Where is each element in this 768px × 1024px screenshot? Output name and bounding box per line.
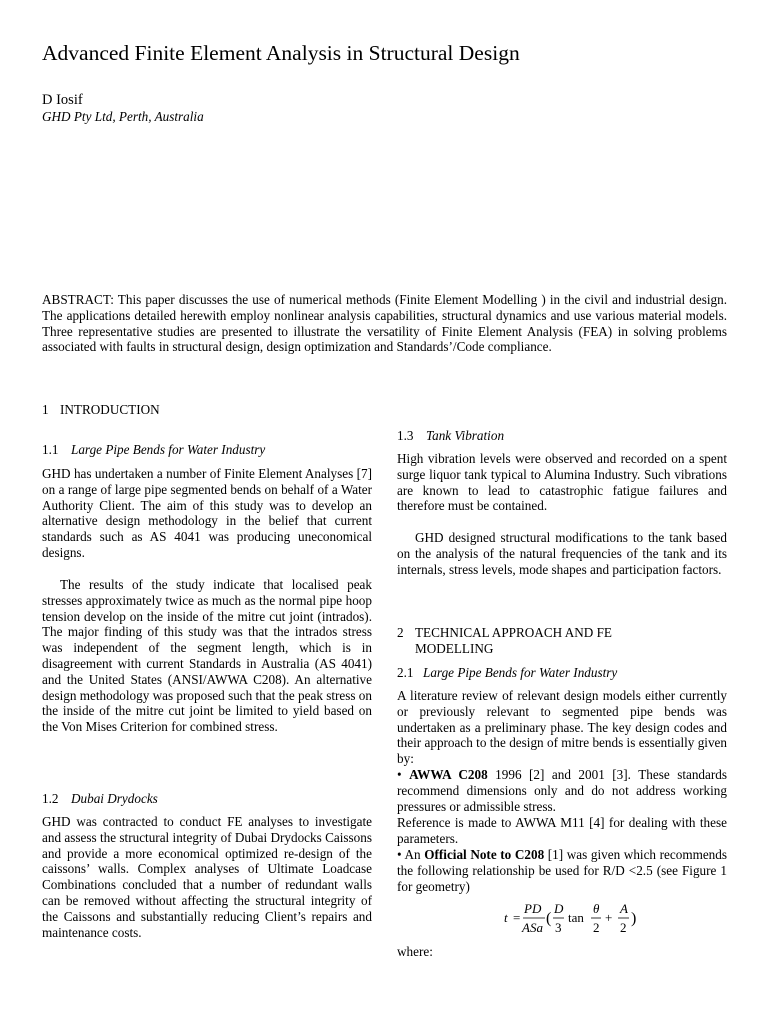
paragraph-dubai-drydocks: GHD was contracted to conduct FE analyses to investigate and assess the structural integrity of Dubai Drydocks Caissons and provide a more economical optimized re-design of the caissons’ walls. Complex analyses of Ultimate Loadcase Combinations concluded that a number of redundant walls can be removed without affecting the structural integrity of the Caissons and substantially reducing Client’s repairs and maintenance costs. xyxy=(42,814,372,940)
author-affiliation: GHD Pty Ltd, Perth, Australia xyxy=(42,109,204,124)
formula-left-paren: ( xyxy=(546,910,552,927)
section-number: 2 xyxy=(397,625,404,640)
formula-denominator-2a: 2 xyxy=(593,920,600,935)
paragraph-tank-vibration-modifications xyxy=(397,530,727,577)
section-title-line2: MODELLING xyxy=(415,640,494,656)
subsection-number: 1.2 xyxy=(42,791,59,806)
formula-theta: θ xyxy=(593,901,600,916)
section-title-line1: TECHNICAL APPROACH AND FE xyxy=(415,625,612,640)
subsection-title: Large Pipe Bends for Water Industry xyxy=(71,442,266,457)
formula-t: t xyxy=(504,910,508,925)
abstract-paragraph: ABSTRACT: This paper discusses the use of numerical methods (Finite Element Modelling ) in the civil and industrial design. The applications detailed herewith employ nonlinear analysis capabilities, structural dynamics and use various material models. Three representative studies are presented to illustrate the versatility of Finite Element Analysis (FEA) in solving problems associated with faults in structural design, design optimization and Standards’/Code compliance. xyxy=(42,292,727,355)
formula-numerator-d: D xyxy=(554,901,564,916)
subsection-title: Large Pipe Bends for Water Industry xyxy=(423,665,618,680)
formula-numerator-a: A xyxy=(620,901,628,916)
paragraph-where: where: xyxy=(397,944,433,959)
bullet-text: [1] was given which recommends the following relationship be used for R/D <2.5 (see Figure 1 for geometry) xyxy=(397,847,728,894)
bullet-awwa-c208 xyxy=(397,767,727,814)
subsection-heading-tank-vibration xyxy=(397,428,727,444)
formula-tan: tan xyxy=(568,910,584,925)
subsection-heading-pipe-bends-approach xyxy=(397,665,727,681)
bullet-bold-term: Official Note to C208 xyxy=(424,847,545,862)
author-name: D Iosif xyxy=(42,92,83,108)
formula-denominator-3: 3 xyxy=(555,920,562,935)
bullet-marker: • xyxy=(397,847,402,862)
bullet-pre-text: An xyxy=(401,847,425,862)
paragraph-pipe-bends-intro: GHD has undertaken a number of Finite Element Analyses [7] on a range of large pipe segmented bends on behalf of a Water Authority Client. The aim of this study was to develop an alternative design methodology in the belief that current standards such as AS 4041 was producing uneconomical designs. xyxy=(42,466,372,560)
bullet-official-note xyxy=(397,847,727,894)
formula-thickness xyxy=(504,898,644,938)
paragraph-awwa-m11-reference: Reference is made to AWWA M11 [4] for dealing with these parameters. xyxy=(397,815,727,846)
formula-denominator-2b: 2 xyxy=(620,920,627,935)
formula-numerator-pd: PD xyxy=(524,901,542,916)
subsection-title: Tank Vibration xyxy=(426,428,505,443)
bullet-bold-term: AWWA C208 xyxy=(409,767,488,782)
formula-right-paren: ) xyxy=(631,910,637,927)
paragraph-text: The results of the study indicate that localised peak stresses approximately twice as much as the normal pipe hoop tension develop on the inside of the mitre cut joint (intrados). The major finding of this study was that the intrados stress was independent of the segment length, which is in disagreement with current Standards in Australia (AS 4041) and the United States (ANSI/AWWA C208). An alternative design methodology was proposed such that the peak stress on the inside of the mitre cut joint be limited to yield based on the Von Mises Criterion for combined stress. xyxy=(42,577,372,735)
section-heading-introduction xyxy=(42,402,372,418)
paragraph-text: GHD designed structural modifications to the tank based on the analysis of the natural frequencies of the tank and its internals, stress levels, mode shapes and participation factors. xyxy=(397,530,727,577)
section-heading-technical-approach xyxy=(397,625,727,657)
formula-equals: = xyxy=(513,910,521,925)
section-title: INTRODUCTION xyxy=(60,402,160,417)
paragraph-tank-vibration-observed: High vibration levels were observed and recorded on a spent surge liquor tank typical to Alumina Industry. Such vibrations are known to lead to catastrophic fatigue failures and therefore must be contained. xyxy=(397,451,727,514)
formula-plus: + xyxy=(605,910,613,925)
bullet-marker: • xyxy=(397,767,402,782)
subsection-number: 2.1 xyxy=(397,665,414,680)
paper-title: Advanced Finite Element Analysis in Structural Design xyxy=(42,41,520,65)
subsection-number: 1.3 xyxy=(397,428,414,443)
formula-denominator-asa: ASa xyxy=(522,920,543,935)
subsection-heading-pipe-bends xyxy=(42,442,372,458)
subsection-title: Dubai Drydocks xyxy=(71,791,158,806)
paragraph-pipe-bends-results xyxy=(42,577,372,735)
subsection-heading-dubai-drydocks xyxy=(42,791,372,807)
paragraph-literature-review: A literature review of relevant design models either currently or previously relevant to segmented pipe bends was undertaken as a preliminary phase. The key design codes and their approach to the design of mitre bends is essentially given by: xyxy=(397,688,727,767)
section-number: 1 xyxy=(42,402,49,417)
subsection-number: 1.1 xyxy=(42,442,59,457)
bullet-text: 1996 [2] and 2001 [3]. These standards recommend dimensions only and do not address working pressures or admissible stress. xyxy=(397,767,728,814)
